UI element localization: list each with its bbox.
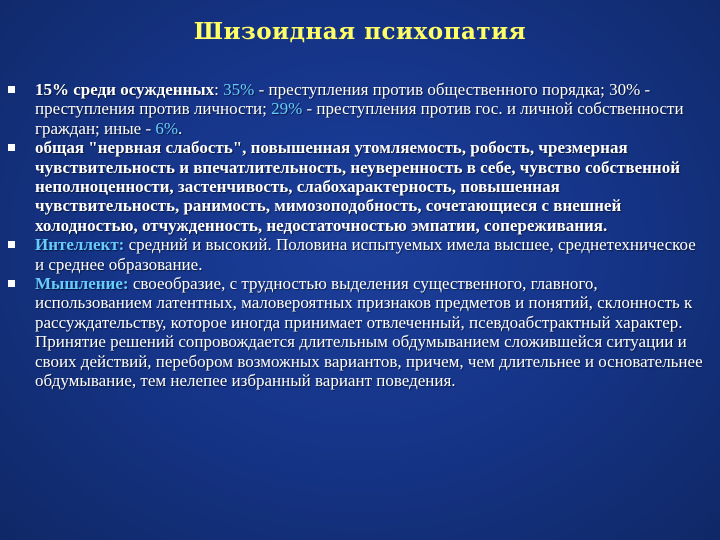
item-text: - преступления против общественного порядка; 30% - преступления против личности; (35, 80, 651, 119)
square-bullet-icon (8, 241, 15, 248)
list-item-thinking (8, 274, 708, 390)
item-text: общая "нервная слабость", повышенная утомляемость, робость, чрезмерная чувствительность и впечатлительность, неуверенность в себе, чувство собственной неполноценности, застенчивость, слабохарактерность, повышенная чувствительность, ранимость, мимозоподобность, сочетающиеся с внешней холодностью, отчужденность, недостаточностью эмпатии, сопереживания. (35, 138, 681, 235)
item-lead: Интеллект: (35, 235, 125, 255)
square-bullet-icon (8, 86, 15, 93)
square-bullet-icon (8, 280, 15, 287)
bullet-list (8, 80, 708, 391)
percent-value: 35% (223, 80, 255, 99)
percent-value: 29% (271, 99, 303, 119)
list-item-intellect (8, 235, 708, 274)
percent-value: 6% (155, 118, 179, 138)
item-lead: Мышление: (35, 274, 129, 294)
item-text: своеобразие, с трудностью выделения существенного, главного, использованием латентных, маловероятных признаков предметов и понятий, склонность к рассуждательству, которое иногда принимает отвлеченный, псевдоабстрактный характер. Принятие решений сопровождается длительным обдумыванием сложившейся ситуации и своих действий, перебором возможных вариантов, причем, чем длительнее и основательнее обдумывание, тем нелепее избранный вариант поведения. (35, 274, 703, 391)
item-text: : (214, 80, 224, 99)
list-item-convicted (8, 80, 708, 138)
slide-title: Шизоидная психопатия (193, 18, 527, 45)
item-text: средний и высокий. Половина испытуемых имела высшее, среднетехническое и среднее образование. (35, 235, 696, 274)
item-text: . (178, 118, 183, 138)
square-bullet-icon (8, 144, 15, 151)
item-lead: 15% среди осужденных (35, 80, 215, 99)
list-item-traits (8, 138, 708, 235)
item-text: - преступления против гос. и личной собственности граждан; иные - (35, 99, 684, 138)
